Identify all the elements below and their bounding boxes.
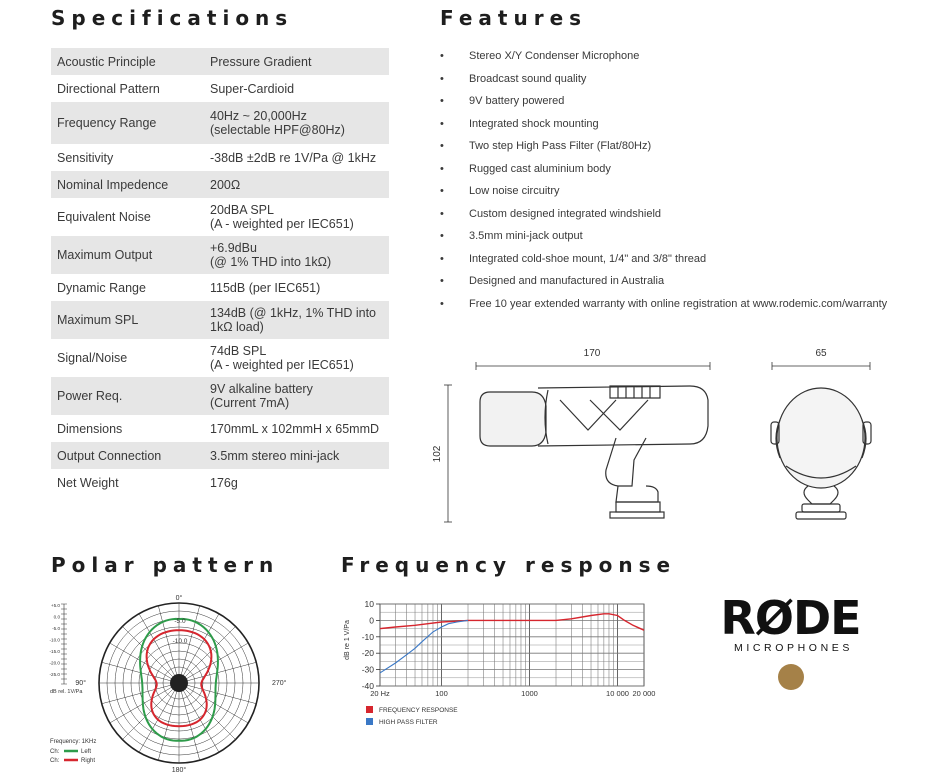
spec-label: Power Req. [51, 377, 210, 415]
logo-subtitle: MICROPHONES [734, 642, 853, 654]
dimension-diagram [420, 340, 920, 530]
frequency-y-tick-label: -20 [361, 648, 374, 659]
frequency-x-tick-label: 100 [435, 689, 448, 698]
logo-wordmark: RØDE [720, 591, 861, 645]
bullet-icon: • [440, 95, 444, 107]
polar-legend-left: Left [81, 749, 92, 755]
features-list [440, 48, 887, 318]
spec-value: 170mmL x 102mmH x 65mmD [210, 415, 389, 442]
feature-item [440, 71, 887, 94]
feature-text: Custom designed integrated windshield [469, 207, 662, 220]
feature-text: Integrated cold-shoe mount, 1/4" and 3/8" thread [469, 252, 707, 265]
polar-scale-label: 0.0 [53, 614, 60, 620]
bullet-icon: • [440, 252, 444, 265]
feature-text: Stereo X/Y Condenser Microphone [469, 50, 640, 62]
frequency-legend [366, 706, 458, 726]
spec-label: Sensitivity [51, 144, 210, 171]
polar-angle-top: 0° [175, 595, 183, 602]
polar-scale-label: -25.0 [49, 672, 60, 677]
bullet-icon: • [440, 117, 444, 130]
spec-label: Acoustic Principle [51, 48, 210, 75]
frequency-legend-swatch [366, 706, 373, 713]
depth-label: 65 [815, 348, 827, 359]
frequency-x-ticks [370, 689, 655, 698]
feature-item [440, 206, 887, 229]
features-heading: Features [440, 6, 588, 30]
polar-scale-label: -20.0 [49, 660, 60, 666]
polar-angle-right: 270° [272, 680, 287, 687]
feature-item [440, 228, 887, 251]
spec-label: Frequency Range [51, 102, 210, 144]
frequency-y-tick-label: -30 [361, 664, 374, 675]
feature-item [440, 183, 887, 206]
feature-item [440, 93, 887, 116]
spec-row [51, 442, 389, 469]
spec-row [51, 75, 389, 102]
feature-text: 9V battery powered [469, 95, 565, 107]
polar-grid [99, 603, 259, 763]
polar-pattern-heading: Polar pattern [51, 553, 280, 577]
spec-row [51, 198, 389, 236]
frequency-grid [380, 604, 644, 686]
feature-text: Low noise circuitry [469, 185, 560, 197]
bullet-icon: • [440, 72, 444, 85]
width-label: 170 [583, 348, 601, 359]
feature-text: Rugged cast aluminium body [469, 162, 611, 175]
spec-row [51, 171, 389, 198]
frequency-y-tick-label: 10 [364, 599, 374, 609]
bullet-icon: • [440, 185, 444, 197]
feature-item [440, 138, 887, 161]
spec-row [51, 144, 389, 171]
spec-row [51, 469, 389, 496]
spec-label: Dynamic Range [51, 274, 210, 301]
frequency-y-tick-label: -10 [361, 631, 374, 642]
polar-center [170, 674, 188, 692]
spec-label: Maximum SPL [51, 301, 210, 339]
bullet-icon: • [440, 297, 444, 310]
specifications-heading: Specifications [51, 6, 294, 30]
spec-label: Dimensions [51, 415, 210, 442]
spec-value: 40Hz ~ 20,000Hz (selectable HPF@80Hz) [210, 102, 389, 144]
frequency-y-tick-label: 0 [369, 615, 374, 626]
rode-logo [718, 591, 863, 690]
microphone-front-view [771, 388, 871, 519]
spec-row [51, 415, 389, 442]
frequency-x-tick-label: 10 000 [606, 689, 629, 698]
feature-text: 3.5mm mini-jack output [469, 230, 583, 242]
polar-scale-label: -10.0 [49, 637, 60, 643]
spec-label: Nominal Impedence [51, 171, 210, 198]
spec-value: Pressure Gradient [210, 48, 389, 75]
polar-ring-label: -10.0 [172, 638, 188, 645]
feature-item [440, 161, 887, 184]
bullet-icon: • [440, 50, 444, 62]
feature-item [440, 48, 887, 71]
frequency-response-heading: Frequency response [341, 553, 677, 577]
polar-scale-label: -15.0 [49, 649, 60, 654]
specifications-table [51, 48, 389, 496]
frequency-legend-label: FREQUENCY RESPONSE [379, 707, 458, 714]
spec-value: 176g [210, 469, 389, 496]
spec-value: 74dB SPL (A - weighted per IEC651) [210, 339, 389, 377]
polar-legend-right: Right [81, 758, 96, 764]
bullet-icon: • [440, 162, 444, 175]
spec-value: Super-Cardioid [210, 75, 389, 102]
spec-row [51, 377, 389, 415]
spec-row [51, 48, 389, 75]
polar-scale-unit: dB rel. 1V/Pa [50, 689, 83, 695]
spec-label: Net Weight [51, 469, 210, 496]
spec-row [51, 102, 389, 144]
feature-item [440, 273, 887, 296]
spec-value: -38dB ±2dB re 1V/Pa @ 1kHz [210, 144, 389, 171]
polar-legend-prefix-left: Ch: [50, 749, 60, 755]
spec-row [51, 301, 389, 339]
bullet-icon: • [440, 230, 444, 242]
spec-label: Equivalent Noise [51, 198, 210, 236]
spec-row [51, 236, 389, 274]
frequency-y-tick-label: -40 [361, 681, 374, 691]
feature-text: Two step High Pass Filter (Flat/80Hz) [469, 140, 652, 152]
spec-value: 115dB (per IEC651) [210, 274, 389, 301]
feature-item [440, 116, 887, 139]
polar-scale-label: +5.0 [50, 603, 60, 608]
spec-label: Maximum Output [51, 236, 210, 274]
frequency-y-axis-label: dB re 1 V/Pa [344, 620, 351, 660]
frequency-x-tick-label: 20 000 [632, 689, 656, 698]
spec-value: 200Ω [210, 171, 389, 198]
frequency-x-tick-label: 20 Hz [370, 689, 390, 698]
frequency-legend-swatch [366, 718, 373, 725]
spec-label: Output Connection [51, 442, 210, 469]
feature-item [440, 251, 887, 274]
polar-scale-bar [50, 603, 67, 684]
polar-legend-prefix-right: Ch: [50, 758, 60, 764]
bullet-icon: • [440, 140, 444, 152]
spec-value: 3.5mm stereo mini-jack [210, 442, 389, 469]
spec-value: 134dB (@ 1kHz, 1% THD into 1kΩ load) [210, 301, 389, 339]
spec-label: Signal/Noise [51, 339, 210, 377]
polar-angle-left: 90° [75, 680, 86, 687]
spec-row [51, 339, 389, 377]
polar-angle-bottom: 180° [171, 767, 187, 774]
microphone-side-view [480, 386, 708, 518]
spec-value: 20dBA SPL (A - weighted per IEC651) [210, 198, 389, 236]
frequency-x-tick-label: 1000 [521, 689, 538, 698]
feature-text: Designed and manufactured in Australia [469, 275, 665, 287]
polar-pattern-chart [46, 592, 296, 774]
feature-text: Broadcast sound quality [469, 72, 587, 85]
feature-text: Free 10 year extended warranty with online registration at www.rodemic.com/warranty [469, 297, 888, 310]
spec-value: 9V alkaline battery (Current 7mA) [210, 377, 389, 415]
spec-value: +6.9dBu (@ 1% THD into 1kΩ) [210, 236, 389, 274]
polar-ring-label: -5.0 [174, 618, 186, 625]
spec-row [51, 274, 389, 301]
feature-text: Integrated shock mounting [469, 117, 599, 130]
frequency-y-ticks [362, 599, 380, 691]
spec-label: Directional Pattern [51, 75, 210, 102]
logo-gold-dot [778, 664, 804, 690]
polar-frequency-label: Frequency: 1KHz [50, 739, 97, 745]
bullet-icon: • [440, 207, 444, 220]
frequency-legend-label: HIGH PASS FILTER [379, 719, 438, 726]
height-label: 102 [432, 445, 443, 463]
feature-item [440, 296, 887, 319]
frequency-response-chart [336, 590, 676, 740]
bullet-icon: • [440, 275, 444, 287]
polar-scale-label: -5.0 [52, 626, 60, 631]
